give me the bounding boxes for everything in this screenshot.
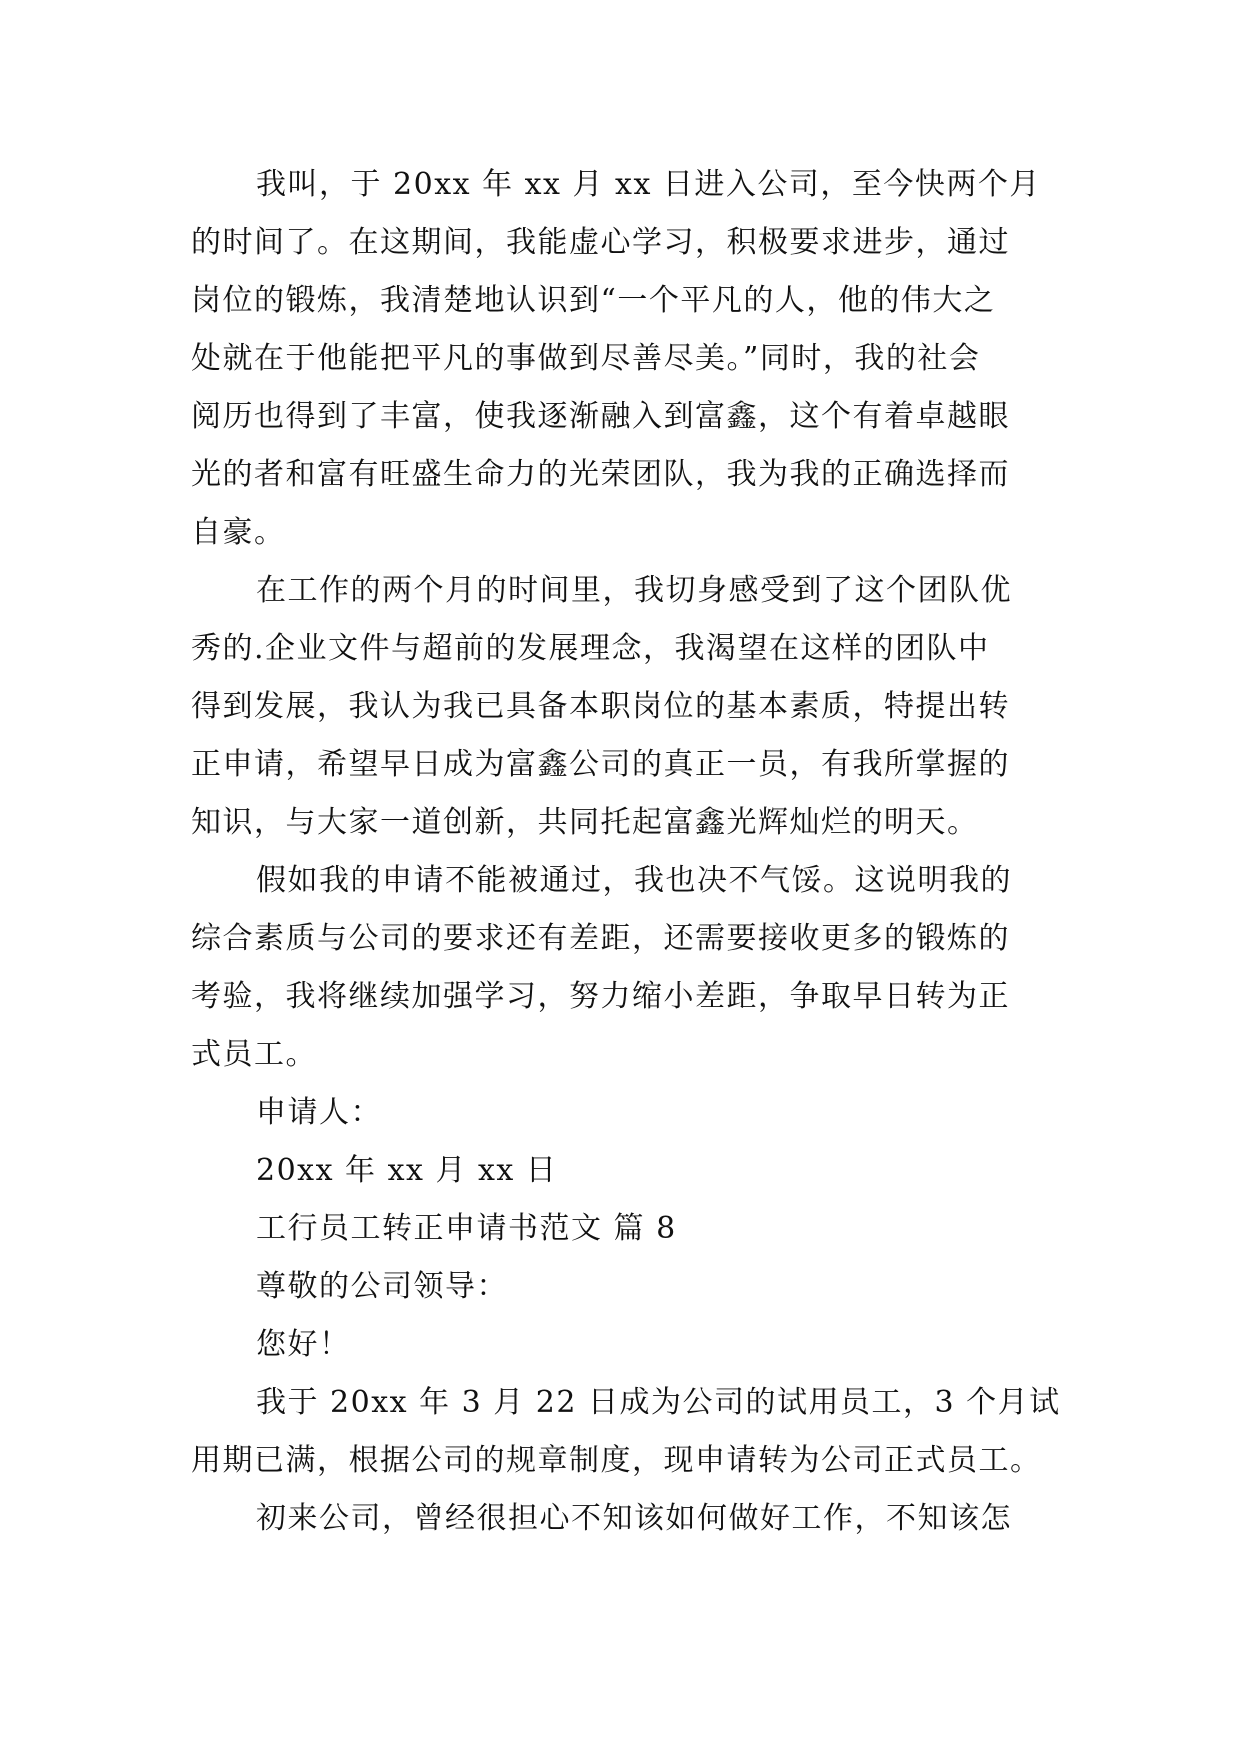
paragraph-line: 知识，与大家一道创新，共同托起富鑫光辉灿烂的明天。	[191, 805, 979, 840]
paragraph-line: 式员工。	[191, 1037, 317, 1072]
paragraph-line: 秀的.企业文件与超前的发展理念，我渴望在这样的团队中	[191, 631, 990, 666]
paragraph-line: 自豪。	[191, 515, 286, 550]
paragraph-line: 光的者和富有旺盛生命力的光荣团队，我为我的正确选择而	[191, 457, 1010, 492]
paragraph-line: 综合素质与公司的要求还有差距，还需要接收更多的锻炼的	[191, 921, 1010, 956]
greeting: 您好！	[256, 1327, 351, 1362]
paragraph-line: 用期已满，根据公司的规章制度，现申请转为公司正式员工。	[191, 1443, 1042, 1478]
paragraph-line: 在工作的两个月的时间里，我切身感受到了这个团队优	[256, 573, 1012, 608]
section-title: 工行员工转正申请书范文 篇 8	[256, 1211, 677, 1246]
paragraph-line: 考验，我将继续加强学习，努力缩小差距，争取早日转为正	[191, 979, 1010, 1014]
date-line: 20xx 年 xx 月 xx 日	[256, 1153, 558, 1188]
applicant-label: 申请人：	[256, 1095, 382, 1130]
paragraph-line: 正申请，希望早日成为富鑫公司的真正一员，有我所掌握的	[191, 747, 1010, 782]
paragraph-line: 我于 20xx 年 3 月 22 日成为公司的试用员工，3 个月试	[256, 1385, 1061, 1420]
paragraph-line: 我叫，于 20xx 年 xx 月 xx 日进入公司，至今快两个月	[256, 167, 1041, 202]
paragraph-line: 的时间了。在这期间，我能虚心学习，积极要求进步，通过	[191, 225, 1010, 260]
paragraph-line: 初来公司，曾经很担心不知该如何做好工作，不知该怎	[256, 1501, 1012, 1536]
paragraph-line: 岗位的锻炼，我清楚地认识到“一个平凡的人，他的伟大之	[191, 283, 996, 318]
paragraph-line: 假如我的申请不能被通过，我也决不气馁。这说明我的	[256, 863, 1012, 898]
salutation: 尊敬的公司领导：	[256, 1269, 508, 1304]
paragraph-line: 阅历也得到了丰富，使我逐渐融入到富鑫，这个有着卓越眼	[191, 399, 1010, 434]
paragraph-line: 得到发展，我认为我已具备本职岗位的基本素质，特提出转	[191, 689, 1010, 724]
paragraph-line: 处就在于他能把平凡的事做到尽善尽美。”同时，我的社会	[191, 341, 981, 376]
